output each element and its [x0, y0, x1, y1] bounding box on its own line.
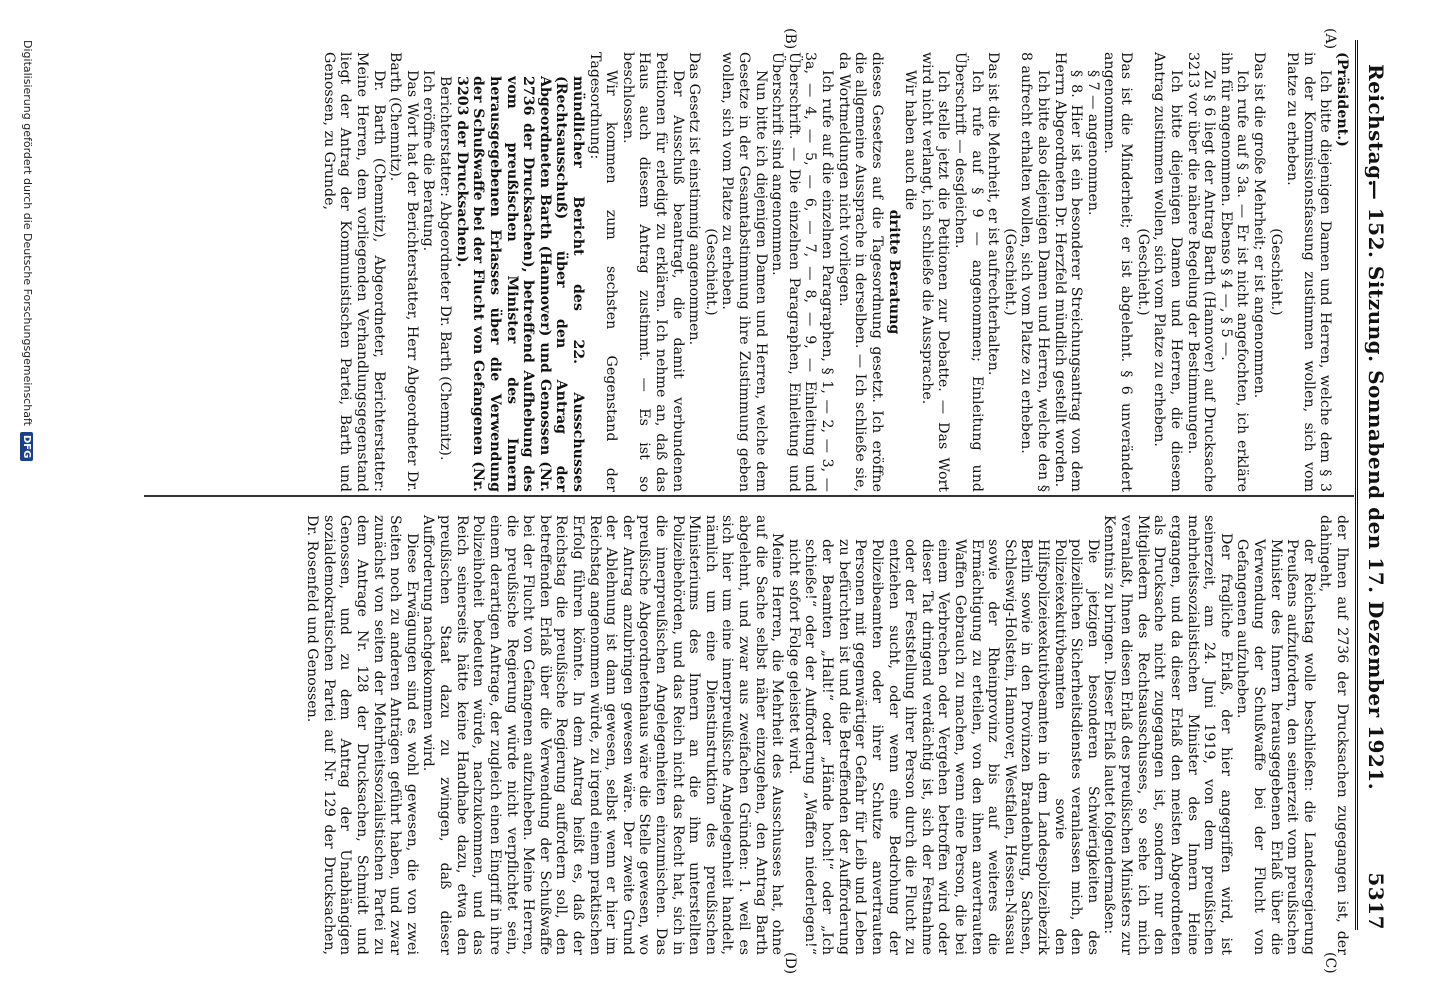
paragraph: (Präsident.)	[1334, 52, 1350, 147]
paragraph: Die jetzigen besonderen Schwierigkeiten des polizeilichen Sicherheitsdienstes veranlassen mich, den Polizeiexekutivbeamten sowie den Hilfspolizeiexekutivbeamten in dem Landespolizeibezirk Berlin sowie in den Provinzen Brandenburg, Sachsen, Schleswig-Holstein, Hannover, Westfalen, Hessen-Nassau sowie der Rheinprovinz bis auf weiteres die Ermächtigung zu erteilen, von den ihnen anvertrauten Waffen Gebrauch zu machen, wenn eine Person, die bei einem Verbrechen oder Vergehen betroffen wird oder dieser Tat dringend verdächtig ist, sich der Festnahme oder der Feststellung ihrer Person durch die Flucht zu entziehen sucht, oder wenn eine Bedrohung der Polizeibeamten oder ihrer Schutze anvertrauten Personen mit gegenwärtiger Gefahr für Leib und Leben zu befürchten ist und die Betreffenden der Aufforderung der Beamten „Halt!“ oder „Hände hoch!“ oder „Ich schieße!“ oder der Aufforderung „Waffen niederlegen!“ nicht sofort Folge geleistet wird.	[785, 539, 1101, 955]
paragraph: (Geschieht.)	[702, 228, 719, 316]
paragraph: Ich stelle jetzt die Petitionen zur Debatte. — Das Wort wird nicht verlangt, ich schließe die Aussprache.	[918, 52, 952, 492]
paragraph: dieses Gesetzes auf die Tagesordnung gesetzt. Ich eröffne die allgemeine Aussprache in derselben. — Ich schließe sie, da Wortmeldungen nicht vorliegen.	[835, 52, 885, 492]
paragraph: Ich rufe auf § 9 — angenommen; Einleitung und Überschrift — desgleichen.	[951, 52, 985, 492]
paragraph: Das ist die große Mehrheit; er ist angenommen.	[1250, 52, 1267, 399]
paragraph: Wir kommen zum sechsten Gegenstand der Tagesordnung:	[586, 52, 620, 492]
digitization-credit	[20, 40, 34, 960]
paragraph: Ich rufe auf die einzelnen Paragraphen, § 1, — 2, — 3, — 3a, — 4, — 5, — 6, — 7, — 8, — 9, — Einleitung und Überschrift. — Die einzelnen Paragraphen, Einleitung und Überschrift sind angenommen.	[769, 52, 836, 492]
dfg-logo: DFG	[20, 432, 33, 461]
paragraph: Dr. Barth (Chemnitz), Abgeordneter, Berichterstatter: Meine Herren, dem vorliegenden Verhandlungsgegenstand liegt der Antrag der Kommunistischen Partei, Barth und Genossen, zu Grunde,	[320, 52, 387, 492]
paragraph: Ich rufe auf § 3a. — Er ist nicht angefochten, ich erkläre ihn für angenommen. Ebenso § 4 —, § 5 —.	[1217, 52, 1251, 492]
paragraph: Der Ausschuß beantragt, die damit verbundenen Petitionen für erledigt zu erklären. Ich nehme an, daß das Haus auch diesem Antrag zustimmt. — Es ist so beschlossen.	[619, 52, 686, 492]
paragraph: § 8. Hier ist ein besonderer Streichungsantrag von dem Herrn Abgeordneten Dr. Herzfeld mündlich gestellt worden.	[1051, 52, 1085, 492]
paragraph: Berichterstatter: Abgeordneter Dr. Barth (Chemnitz).	[437, 76, 454, 461]
paragraph: Das Gesetz ist einstimmig angenommen.	[686, 52, 703, 346]
margin-marker-c: (C)	[1322, 952, 1338, 974]
paragraph: mündlicher Bericht des 22. Ausschusses (Rechtsausschuß) über den Antrag der Abgeordneten Barth (Hannover) und Genossen (Nr. 2736 der Drucksachen), betreffend Aufhebung des vom preußischen Minister des Innern herausgegebenen Erlasses über die Verwendung der Schußwaffe bei der Flucht von Gefangenen (Nr. 3203 der Drucksachen).	[453, 76, 586, 492]
column-divider	[144, 495, 1354, 497]
right-column	[304, 515, 1350, 955]
paragraph: der Reichstag wolle beschließen: die Landesregierung Preußens aufzufordern, den seinerzeit vom preußischen Minister des Innern herausgegebenen Erlaß über die Verwendung der Schußwaffe bei der Flucht von Gefangenen aufzuheben.	[1234, 539, 1317, 955]
paragraph: Das ist die Mehrheit, er ist aufrechterhalten.	[985, 52, 1002, 376]
paragraph: (Geschieht.)	[1134, 228, 1151, 316]
paragraph: § 7 — angenommen.	[1084, 70, 1101, 216]
paragraph: Meine Herren, die Mehrheit des Ausschusses hat, ohne auf die Sache selbst näher einzugehen, den Antrag Barth abgelehnt, und zwar aus zweifachen Gründen: 1. weil es sich hier um eine innerpreußische Angelegenheit handelt, nämlich um eine Dienstinstruktion des preußischen Ministeriums des Innern an die ihm unterstellten Polizeibehörden, und das Reich nicht das Recht hat, sich in die innerpreußischen Angelegenheiten einzumischen. Das preußische Abgeordnetenhaus wäre die Stelle gewesen, wo der Antrag anzubringen gewesen wäre. Der zweite Grund der Ablehnung ist dann gewesen, selbst wenn er hier im Reichstag angenommen würde, zu irgend einem praktischen Erfolg führen könnte. In dem Antrag heißt es, daß der Reichstag die preußische Regierung auffordern soll, den betreffenden Erlaß über die Verwendung der Schußwaffe bei der Flucht von Gefangenen aufzuheben. Meine Herren, die preußische Regierung würde nicht verpflichtet sein, einem derartigen Antrage, der zugleich einen Eingriff in ihre Polizeihoheit bedeuten würde, nachzukommen, und das Reich seinerseits hätte keine Handhabe dazu, etwa den preußischen Staat dazu zu zwingen, daß dieser Aufforderung nachgekommen wird.	[420, 515, 786, 955]
margin-marker-d: (D)	[782, 952, 798, 975]
paragraph: dritte Beratung	[885, 209, 902, 335]
header-left: Reichstag.	[1364, 64, 1388, 188]
paragraph: Ich eröffne die Beratung.	[420, 70, 437, 252]
margin-marker-b: (B)	[782, 28, 798, 50]
paragraph: Zu § 6 liegt der Antrag Barth (Hannover) auf Drucksache 3213 vor über die nähere Regelung der Bestimmungen.	[1184, 52, 1218, 492]
paragraph: Diese Erwägungen sind es wohl gewesen, die von zwei Seiten noch zu anderen Anträgen geführt haben, und zwar zunächst von seiten der Mehrheitssozialistischen Partei zu dem Antrage Nr. 128 der Drucksachen, Schmidt und Genossen, und zu dem Antrag der Unabhängigen sozialdemokratischen Partei auf Nr. 129 der Drucksachen, Dr. Rosenfeld und Genossen.	[304, 515, 420, 955]
paragraph: Das Wort hat der Berichterstatter, Herr Abgeordneter Dr. Barth (Chemnitz).	[387, 52, 420, 492]
paragraph: (Geschieht.)	[1267, 228, 1284, 316]
page-header	[1355, 40, 1398, 930]
paragraph: Nun bitte ich diejenigen Damen und Herren, welche dem Gesetze in der Gesamtabstimmung ihre Zustimmung geben wollen, sich vom Platze zu erheben.	[719, 52, 769, 492]
paragraph: Ich bitte diejenigen Damen und Herren, die diesem Antrag zustimmen wollen, sich vom Platze zu erheben.	[1151, 52, 1184, 492]
paragraph: Ich bitte diejenigen Damen und Herren, welche dem § 3 in der Kommissionsfassung zustimmen wollen, sich vom Platze zu erheben.	[1284, 52, 1334, 492]
paragraph: Ich bitte also diejenigen Damen und Herren, welche den § 8 aufrecht erhalten wollen, sich vom Platze zu erheben.	[1018, 52, 1052, 492]
paragraph: Das ist die Minderheit; er ist abgelehnt. § 6 unverändert angenommen.	[1101, 52, 1135, 492]
paragraph: (Geschieht.)	[1001, 228, 1018, 316]
paragraph: Wir haben auch die	[902, 70, 919, 211]
paragraph: der Ihnen auf 2736 der Drucksachen zugegangen ist, der dahingeht,	[1317, 515, 1350, 955]
left-column	[320, 52, 1350, 492]
margin-marker-a: (A)	[1322, 28, 1338, 50]
credit-text: Digitalisierung gefördert durch die Deutsche Forschungsgemeinschaft	[21, 40, 34, 426]
page-number: 5317	[1364, 872, 1388, 930]
paragraph: Der fragliche Erlaß, der hier angegriffen wird, ist seinerzeit, am 24. Juni 1919, von dem preußischen mehrheitssozialistischen Minister des Innern Heine ergangen, und da dieser Erlaß den meisten Abgeordneten als Drucksache nicht zugegangen ist, sondern nur den Mitgliedern des Rechtsausschusses, so sehe ich mich veranlaßt, Ihnen diesen Erlaß des preußischen Ministers zur Kenntnis zu bringen. Dieser Erlaß lautet folgendermaßen:	[1101, 515, 1234, 955]
header-center: — 152. Sitzung. Sonnabend den 17. Dezember 1921.	[1364, 179, 1388, 791]
